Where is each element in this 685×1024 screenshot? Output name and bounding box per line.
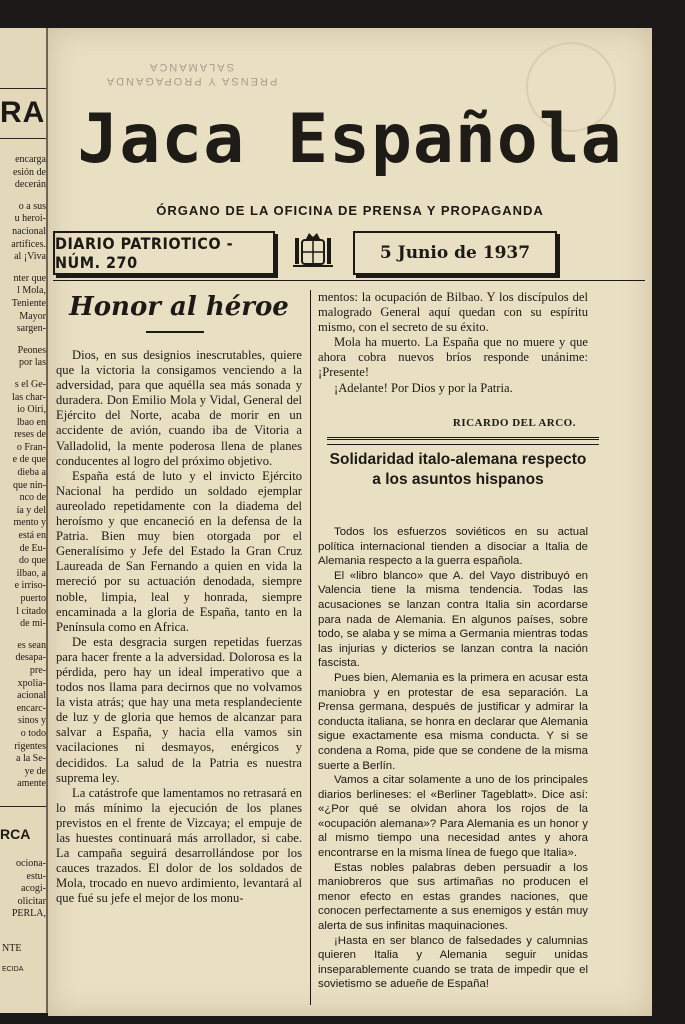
article-1-paragraph: Mola ha muerto. La España que no muere y que ahora cobra nuevos bríos responde unánime: ¡Presente! — [318, 335, 588, 380]
stamp-line-2: SALAMANCA — [148, 61, 234, 73]
previous-page-line: Peones — [17, 344, 46, 356]
previous-page-line: l citado — [16, 605, 46, 617]
previous-page-line: mento y — [13, 517, 46, 529]
previous-page-line: e de que — [12, 454, 46, 466]
previous-page-rule — [0, 806, 46, 807]
previous-page-line: las char- — [12, 391, 46, 403]
previous-page-heading: RA — [0, 96, 46, 129]
previous-page-line: xpolia- — [17, 677, 46, 689]
article-2-paragraph: Estas nobles palabras deben persuadir a los maniobreros que sus artimañas no producen el menor efecto en estas grandes naciones, que conocen perfectamente a sus enemigos y están muy alerta de sus infinitas maquinaciones. — [318, 861, 588, 933]
article-2-title-line: a los asuntos hispanos — [372, 471, 544, 488]
article-1-paragraph: España está de luto y el invicto Ejército Nacional ha perdido un soldado ejemplar aureolado repetidamente con la diadema del heroísmo y que encaneció en la defensa de la Patria. Bien muy bien otorgada por el Generalísimo y Jefe del Estado la Gran Cruz Laureada de San Fernando a quien en vida la mereció por su actuación denodada, siempre noble, limpia, leal y honrada, siempre encaminada a la gloria de España, tanto en la Península como en Africa. — [56, 468, 302, 634]
article-1-title-rule — [146, 331, 204, 333]
previous-page-line: encarga — [15, 154, 46, 165]
previous-page-line: nter que — [13, 272, 46, 284]
previous-page-line: olicitar — [17, 895, 46, 907]
date-box — [353, 231, 557, 275]
previous-page-line: rigentes — [14, 740, 46, 752]
previous-page-line: lbao en — [16, 416, 46, 428]
previous-page-line: encarc- — [16, 702, 46, 714]
column-divider — [310, 290, 311, 1005]
previous-page-line: ye de — [24, 765, 46, 777]
previous-page-line: que nin- — [12, 479, 46, 491]
previous-page-line: es sean — [17, 639, 46, 651]
previous-page-footer-small: ECIDA — [2, 966, 24, 973]
previous-page-line: ociona- — [16, 858, 46, 869]
previous-page-line: sinos y — [17, 715, 46, 727]
previous-page-subhead: RCA — [0, 826, 31, 842]
previous-page-line: do que — [19, 555, 46, 567]
header-rule — [53, 280, 645, 281]
previous-page-line: nco de — [19, 492, 46, 504]
previous-page-line — [0, 192, 46, 201]
newspaper-page — [48, 28, 652, 1016]
previous-page-line: por las — [19, 357, 46, 369]
previous-page-line: reses de — [14, 429, 46, 441]
article-2-paragraph: Pues bien, Alemania es la primera en acusar esta maniobra y en protestar de esa separación. La Prensa germana, después de justificar y admirar la conducta italiana, se honra en declarar que Alemania sigue exactamente esa misma conducta. Y si se condena a Roma, pide que se condene de la misma suerte a Berlín. — [318, 671, 588, 772]
previous-page-line: u heroi- — [14, 213, 46, 225]
previous-page-line: nacional — [12, 225, 46, 237]
previous-page-strip — [0, 28, 48, 1013]
previous-page-line: Teniente — [11, 297, 46, 309]
previous-page-line: ía y del — [16, 504, 46, 516]
previous-page-line: ilbao, a — [16, 567, 46, 579]
previous-page-line: acogi- — [21, 883, 46, 895]
article-1-body — [56, 348, 302, 906]
previous-page-line: o Fran- — [16, 441, 46, 453]
article-2-paragraph: Vamos a citar solamente a uno de los principales diarios berlineses: el «Berliner Tageblatt». Dice así: «¿Por qué se olvidan ahora los rojos de la «ocupación alemana»? Para Alemania es un honor y al mismo tiempo una necesidad antes y ahora encontrarse en la misma línea de fuego que Italia». — [318, 774, 588, 860]
masthead-title: Jaca Española — [77, 100, 623, 179]
issue-label: DIARIO PATRIOTICO - NÚM. 270 — [55, 234, 234, 272]
stamp-line-1: PRENSA Y PROPAGANDA — [104, 75, 278, 87]
previous-page-line — [0, 370, 46, 379]
previous-page-line: artífices. — [11, 238, 46, 250]
previous-page-line: decerán — [14, 179, 46, 191]
issue-box — [53, 231, 275, 275]
previous-page-rule — [0, 138, 46, 139]
previous-page-line — [0, 631, 46, 640]
previous-page-line: o a sus — [18, 200, 46, 212]
article-2-paragraph: ¡Hasta en ser blanco de falsedades y calumnias quieren Italia y Alemania seguir unidas inseparablemente cuando se trata de impedir que el sovietismo se adueñe de España! — [318, 934, 588, 991]
previous-page-line: a la Se- — [16, 753, 46, 765]
previous-page-line: s el Ge- — [14, 378, 46, 390]
previous-page-line: está en — [18, 530, 46, 542]
previous-page-text — [0, 154, 46, 791]
previous-page-line: puerto — [20, 593, 46, 604]
article-1-paragraph: Dios, en sus designios inescrutables, quiere que la victoria la consigamos venciendo a la adversidad, para que aquélla sea más sonada y duradera. Don Emilio Mola y Vidal, General del Ejército del Norte, acaba de morir en un accidente de avión, cuando iba de Vitoria a Valladolid, la mente poderosa llena de planes conducentes al logro del próximo objetivo. — [56, 348, 302, 468]
previous-page-line: PERLA, — [11, 908, 46, 920]
previous-page-line: de Eu- — [19, 542, 46, 554]
previous-page-line: sargen- — [16, 323, 46, 335]
previous-page-line: Mayor — [19, 310, 46, 322]
article-separator — [327, 437, 599, 445]
article-1-continuation — [318, 290, 588, 396]
previous-page-footer: NTE — [2, 943, 22, 954]
article-1-paragraph: De esta desgracia surgen repetidas fuerzas para hacer frente a la adversidad. Dolorosa es la pérdida, pero hay un ideal imperativo que a todos nos llama para decirnos que no volvamos la vista atrás; que hay una meta resplandeciente de luz y de gloria que hemos de alcanzar para salvar a España, y hacia ella vamos sin vacilaciones ni desmayos, enérgicos y decididos. La salud de la Patria es nuestra suprema ley. — [56, 634, 302, 785]
previous-page-line: pre- — [29, 664, 46, 676]
previous-page-line: al ¡Viva — [14, 251, 46, 263]
previous-page-line: io Oiri, — [17, 404, 46, 416]
previous-page-line: acional — [17, 690, 46, 702]
previous-page-line: amente — [17, 778, 46, 790]
previous-page-line — [0, 336, 46, 345]
article-2-paragraph: Todos los esfuerzos soviéticos en su actual política internacional tienden a disociar a Italia de Alemania respecto a la guerra española. — [318, 526, 588, 568]
previous-page-rule — [0, 88, 46, 89]
article-2-title-line: Solidaridad italo-alemana respecto — [329, 451, 587, 468]
previous-page-text-lower — [0, 858, 46, 921]
article-1-title: Honor al héroe — [69, 292, 289, 322]
previous-page-line: desapa- — [15, 652, 46, 664]
previous-page-line: o todo — [20, 727, 46, 739]
previous-page-line — [0, 264, 46, 273]
previous-page-line: dieba a — [17, 467, 46, 479]
article-1-paragraph: La catástrofe que lamentamos no retrasará en lo más mínimo la ejecución de los planes previstos en el frente de Vizcaya; el empuje de las huestes continuará más arrollador, si cabe. La campaña seguirá desarrollándose por los cauces trazados. El dolor de los soldados de Mola, trocado en nuevo ardimiento, levantará al que fué su jefe el mejor de los monu- — [56, 785, 302, 906]
previous-page-line: e irriso- — [14, 580, 46, 592]
article-1-paragraph: mentos: la ocupación de Bilbao. Y los discípulos del malogrado General aquí quedan con su espíritu mismo, con el secreto de su éxito. — [318, 290, 588, 335]
article-1-paragraph: ¡Adelante! Por Dios y por la Patria. — [334, 380, 513, 395]
previous-page-line: esión de — [12, 166, 46, 178]
article-2-title — [318, 450, 598, 490]
previous-page-line: l Mola, — [17, 285, 46, 297]
issue-date: 5 Junio de 1937 — [379, 243, 531, 263]
previous-page-line: estu- — [26, 870, 46, 882]
article-2-body — [318, 525, 588, 992]
article-1-signature: RICARDO DEL ARCO. — [452, 417, 576, 429]
previous-page-line: de mi- — [20, 618, 46, 630]
library-stamp — [86, 46, 296, 88]
coat-of-arms-icon — [291, 228, 335, 272]
article-2-paragraph: El «libro blanco» que A. del Vayo distribuyó en Valencia tiene la misma tendencia. Todas las acusaciones se lanzan contra Italia sin acordarse para nada de Alemania. En algunos países, sobre todo, se alaba y se mima a Germania mientras todas las injurias y dicterios se lanzan contra la nación fascista. — [318, 569, 588, 670]
masthead-subtitle: ÓRGANO DE LA OFICINA DE PRENSA Y PROPAGANDA — [156, 203, 544, 218]
